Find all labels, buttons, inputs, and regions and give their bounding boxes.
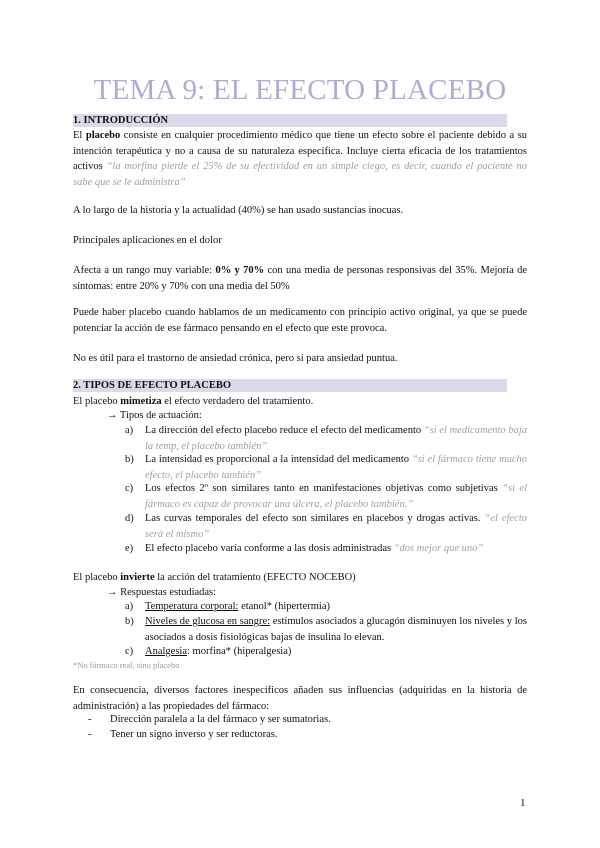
underlined-term: Analgesia xyxy=(145,646,187,657)
text-run: consiste en cualquier procedimiento médico que tiene un efecto sobre el paciente debido a su intención terapéutica y no a causa de su naturaleza específica. Incluye cierta eficacia de los tratamientos activos xyxy=(73,130,527,172)
paragraph-aplicaciones: Principales aplicaciones en el dolor xyxy=(73,235,222,246)
list-item xyxy=(88,712,527,728)
bold-term-invierte: invierte xyxy=(120,572,155,583)
arrow-tipos-actuacion: → Tipos de actuación: xyxy=(107,410,202,421)
underlined-term: Niveles de glucosa en sangre: xyxy=(145,616,271,627)
list-item-text: El efecto placebo varía conforme a las dosis administradas xyxy=(145,543,394,554)
list-item-text: Tener un signo inverso y ser reductoras. xyxy=(110,729,278,740)
list-item-text: La dirección del efecto placebo reduce el efecto del medicamento xyxy=(145,425,424,436)
list-marker: a) xyxy=(125,425,134,436)
list-item-text: : morfina* (hiperalgesia) xyxy=(187,646,292,657)
bold-term-mimetiza: mimetiza xyxy=(120,396,162,407)
underlined-term: Temperatura corporal: xyxy=(145,601,239,612)
bold-range: 0% y 70% xyxy=(215,265,265,276)
paragraph-placebo-definition xyxy=(73,128,527,190)
list-marker: b) xyxy=(125,616,134,627)
list-marker: c) xyxy=(125,483,134,494)
list-item-text: Los efectos 2º son similares tanto en manifestaciones objetivas como subjetivas xyxy=(145,483,503,494)
text-run: El placebo xyxy=(73,572,121,583)
list-item xyxy=(125,541,527,557)
text-run: la acción del tratamiento (EFECTO NOCEBO) xyxy=(154,572,356,583)
section-heading-introduccion: 1. INTRODUCCIÓN xyxy=(73,114,507,127)
paragraph-consecuencia: En consecuencia, diversos factores inespecíficos añaden sus influencias (adquiridas en la historia de administración) a las propiedades del fármaco: xyxy=(73,685,527,712)
list-item-quote: “dos mejor que uno” xyxy=(393,543,484,554)
list-item xyxy=(125,599,527,615)
list-marker: e) xyxy=(125,543,134,554)
text-run: el efecto verdadero del tratamiento. xyxy=(161,396,314,407)
document-page xyxy=(73,0,527,848)
list-marker: - xyxy=(88,714,92,725)
list-marker: a) xyxy=(125,601,134,612)
list-item-text: estímulos asociados a glucagón disminuyen los niveles y los asociados a dosis fisiológicas bajas de insulina lo elevan. xyxy=(145,616,527,643)
paragraph-ansiedad: No es útil para el trastorno de ansiedad crónica, pero sí para ansiedad puntua. xyxy=(73,353,398,364)
list-item-quote: “el efecto será el mismo” xyxy=(145,513,528,540)
text-run: Afecta a un rango muy variable: xyxy=(73,265,216,276)
list-item xyxy=(125,481,527,512)
list-item-text: Dirección paralela a la del fármaco y ser sumatorias. xyxy=(110,714,331,725)
page-title: TEMA 9: EL EFECTO PLACEBO xyxy=(93,74,507,106)
paragraph-rango xyxy=(73,263,527,294)
list-item-text: Las curvas temporales del efecto son similares en placebos y drogas activas. xyxy=(145,513,485,524)
list-item-quote: “si el fármaco es capaz de provocar una úlcera, el placebo también.” xyxy=(145,483,528,510)
text-run: El xyxy=(73,130,86,141)
list-item xyxy=(125,423,527,454)
list-item xyxy=(88,727,527,743)
footnote: *No fármaco real, sino placebo xyxy=(73,660,180,670)
page-number: 1 xyxy=(520,797,526,809)
list-marker: - xyxy=(88,729,92,740)
text-run: El placebo xyxy=(73,396,121,407)
list-marker: b) xyxy=(125,454,134,465)
list-item-quote: “si el medicamento baja la temp, el placebo también” xyxy=(145,425,527,452)
list-item xyxy=(125,614,527,645)
bold-term-placebo: placebo xyxy=(85,130,121,141)
section-heading-tipos: 2. TIPOS DE EFECTO PLACEBO xyxy=(73,379,507,392)
arrow-respuestas: → Respuestas estudiadas: xyxy=(107,587,217,598)
list-item xyxy=(125,511,527,542)
paragraph-invierte xyxy=(73,570,527,586)
list-marker: d) xyxy=(125,513,134,524)
list-item xyxy=(125,452,527,483)
paragraph-historia: A lo largo de la historia y la actualidad (40%) se han usado sustancias inocuas. xyxy=(73,205,404,216)
list-item-text: etanol* (hipertermia) xyxy=(238,601,330,612)
list-item-text: La intensidad es proporcional a la intensidad del medicamento xyxy=(145,454,412,465)
list-marker: c) xyxy=(125,646,134,657)
paragraph-principio-activo: Puede haber placebo cuando hablamos de un medicamento con principio activo original, ya que se puede potenciar la acción de ese fármaco pensando en el efecto que este provoca. xyxy=(73,307,527,334)
list-item-quote: “si el fármaco tiene mucho efecto, el placebo también” xyxy=(145,454,527,481)
quote-morfina: “la morfina pierde el 25% de su efectividad en un simple ciego, es decir, cuando el paciente no sabe que se le administra” xyxy=(73,161,527,188)
text-run: con una media de personas responsivas del 35%. Mejoría de síntomas: entre 20% y 70% con una media del 50% xyxy=(73,265,528,292)
